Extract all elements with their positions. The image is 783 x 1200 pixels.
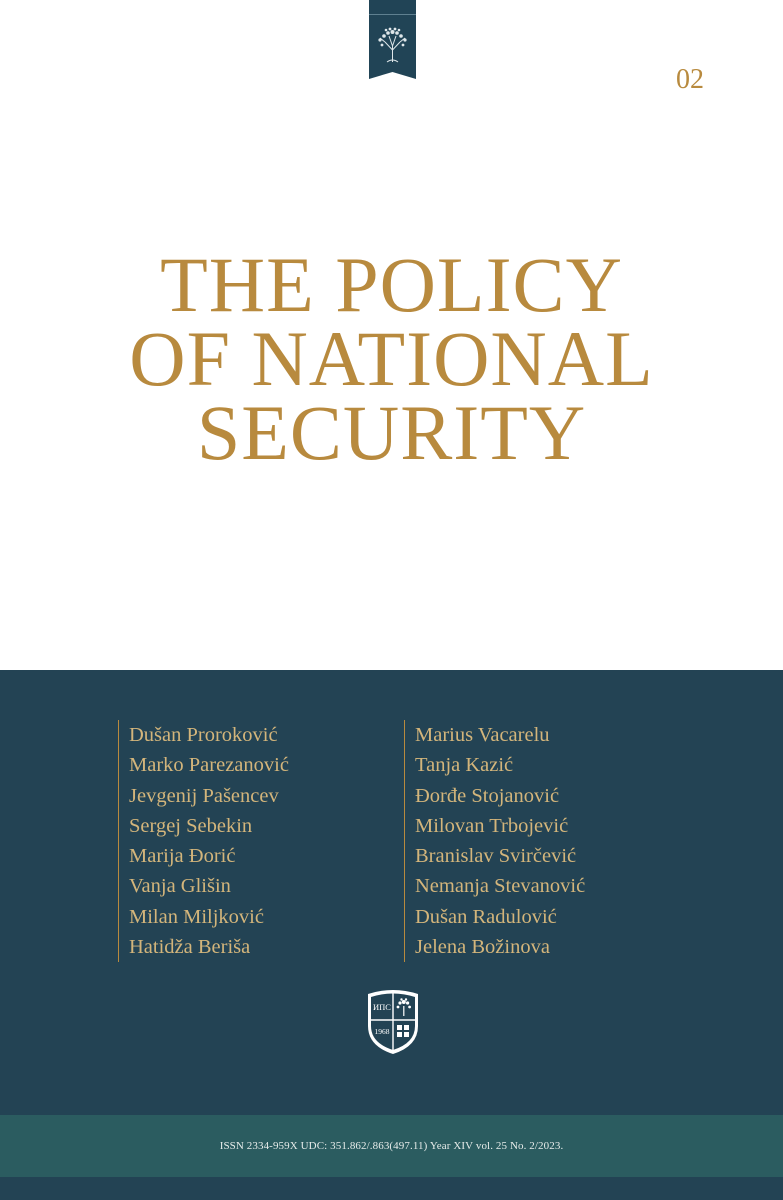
author-name: Marija Đorić [129, 845, 236, 868]
institute-emblem [366, 988, 420, 1056]
author-name: Dušan Proroković [129, 724, 278, 746]
author-name: Jevgenij Pašencev [129, 784, 279, 807]
title-line: THE POLICY [160, 241, 623, 328]
title-line: OF NATIONAL [129, 315, 654, 402]
author-name: Vanja Glišin [129, 875, 231, 898]
publication-info-strip [0, 1115, 783, 1177]
author-name: Marko Parezanović [129, 754, 289, 777]
author-name: Hatidža Beriša [129, 936, 251, 959]
authors-panel [0, 670, 783, 1200]
title-line: SECURITY [196, 389, 587, 476]
journal-title [0, 241, 783, 476]
author-name: Milovan Trbojević [415, 814, 569, 837]
author-name: Jelena Božinova [415, 936, 550, 959]
author-name: Đorđe Stojanović [415, 784, 560, 807]
author-name: Sergej Sebekin [129, 814, 253, 837]
emblem-year: 1968 [374, 1027, 390, 1036]
author-name: Nemanja Stevanović [415, 875, 586, 898]
author-name: Marius Vacarelu [415, 724, 550, 746]
author-name: Dušan Radulović [415, 905, 557, 928]
author-name: Branislav Svirčević [415, 845, 577, 868]
author-name: Tanja Kazić [415, 754, 514, 777]
bookmark-ribbon [369, 0, 416, 79]
authors-column-right [404, 720, 585, 962]
emblem-abbr: ИПС [373, 1002, 391, 1012]
issue-number: 02 [676, 64, 704, 95]
authors-column-left [118, 720, 289, 962]
publication-info: ISSN 2334-959X UDC: 351.862/.863(497.11) Year XIV vol. 25 No. 2/2023. [219, 1140, 564, 1152]
shield-icon [366, 988, 420, 1056]
tree-icon [369, 0, 416, 79]
author-name: Milan Miljković [129, 905, 264, 928]
